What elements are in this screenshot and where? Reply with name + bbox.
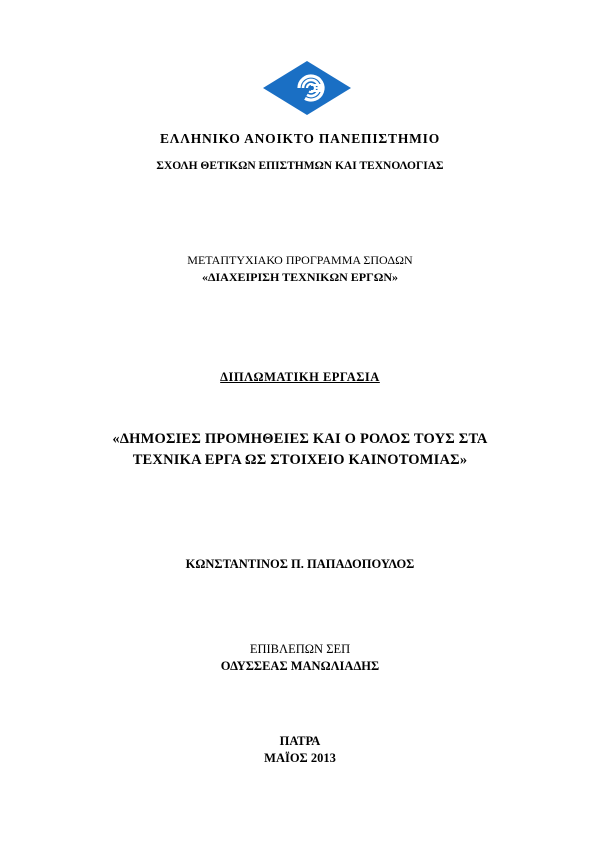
program-label: ΜΕΤΑΠΤΥΧΙΑΚΟ ΠΡΟΓΡΑΜΜΑ ΣΠΟΔΩΝ <box>187 253 413 267</box>
university-name: ΕΛΛΗΝΙΚΟ ΑΝΟΙΚΤΟ ΠΑΝΕΠΙΣΤΗΜΙΟ <box>159 131 441 146</box>
school-name: ΣΧΟΛΗ ΘΕΤΙΚΩΝ ΕΠΙΣΤΗΜΩΝ ΚΑΙ ΤΕΧΝΟΛΟΓΙΑΣ <box>156 160 444 172</box>
date: ΜΑΪΟΣ 2013 <box>264 751 336 765</box>
city: ΠΑΤΡΑ <box>279 734 321 748</box>
supervisor-name: ΟΔΥΣΣΕΑΣ ΜΑΝΩΛΙΑΔΗΣ <box>220 659 380 673</box>
thesis-title-line-1: «ΔΗΜΟΣΙΕΣ ΠΡΟΜΗΘΕΙΕΣ ΚΑΙ Ο ΡΟΛΟΣ ΤΟΥΣ ΣΤΑ <box>112 431 488 447</box>
program-name: «ΔΙΑΧΕΙΡΙΣΗ ΤΕΧΝΙΚΩΝ ΕΡΓΩΝ» <box>201 270 399 284</box>
thesis-title-line-2: ΤΕΧΝΙΚΑ ΕΡΓΑ ΩΣ ΣΤΟΙΧΕΙΟ ΚΑΙΝΟΤΟΜΙΑΣ» <box>132 452 468 468</box>
thesis-type: ΔΙΠΛΩΜΑΤΙΚΗ ΕΡΓΑΣΙΑ <box>220 370 380 384</box>
author-name: ΚΩΝΣΤΑΝΤΙΝΟΣ Π. ΠΑΠΑΔΟΠΟΥΛΟΣ <box>185 557 415 571</box>
supervisor-label: ΕΠΙΒΛΕΠΩΝ ΣΕΠ <box>249 642 351 656</box>
university-logo-icon <box>262 60 352 116</box>
